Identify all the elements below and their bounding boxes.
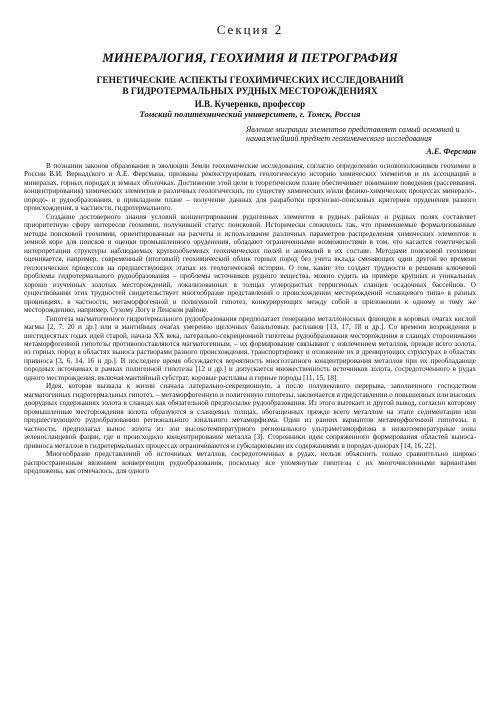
author: И.В. Кучеренко, профессор — [194, 98, 306, 109]
paragraph: В познании законов образования и эволюции Земли геохимические исследования, согласно определению основоположников геохимии в России В.И. Вернадского и А.Е. Ферсмана, призваны реконструировать геологическую историю химических элементов и их ассоциаций в минералах, горных породах и земных оболочках. Достижение этой цели в теоретическом плане обеспечивает понимание поведения (рассеивания, концентрирования) химических элементов в различных геологических, по существу химических и/или физико-химических процессах минерало-, породо- и рудообразования, в прикладном плане – получение данных для разработки прогнозно-поисковых критериев оруденения разного происхождения, в частности, гидротермального. — [24, 161, 476, 213]
paragraph: Гипотеза магматогенного гидротермального рудообразования предполагает генерацию металлоносных флюидов в коровых очагах кислой магмы [2, 7, 20 и др.] или в мантийных очагах умеренно щелочных базальтовых расплавов [13, 17, 18 и др.]. Со времени возрождения в шестидесятых годах идей старой, начала XX века, латерально-секреционной гипотезы рудообразования месторождения в сланцах сторонниками метаморфогенной гипотезы противопоставляются магматогенным, – их формирование связывают с извлечением металлов, прежде всего золота, из горных пород в областях выноса растворами разного происхождения, транспортировку и отложение их в дренирующих структурах в областях привноса [3, 6, 14, 16 и др.]. В последнее время обсуждается вероятность многоэтапного концентрирования металлов при их преобладающе породных источниках в рамках полигенной гипотезы [12 и др.] и допускается множественность источников золота, сосредоточенного в рудах одного месторождения, включая мантийный субстрат, коровые расплавы и горные породы [11, 15, 18]. — [24, 314, 476, 382]
paragraph: Многообразие представлений об источниках металлов, сосредоточенных в рудах, нельзя объяснить только сравнительно широко распространенным явлением конвергенции рудообразования, поскольку все упомянутые гипотезы с их многочисленными вариантами предложены, как отмечалось, для одного — [24, 450, 476, 476]
epigraph-author: А.Е. Ферсман — [426, 146, 476, 156]
section-heading: Секция 2 — [216, 22, 284, 37]
paper-title-line-1: ГЕНЕТИЧЕСКИЕ АСПЕКТЫ ГЕОХИМИЧЕСКИХ ИССЛЕДОВАНИЙ — [96, 76, 404, 86]
paragraph: Идея, которая вызвала к жизни сначала латерально-секреционную, а после полувекового перерыва, заполненного господством магматогенных гидротермальных гипотез, – метаморфогенную и полигенную гипотезы, заключается в представлении о повышенных или высоких доорудных содержаниях золота в сланцах как обязательной предпосылке рудообразования. Из этого вытекает и другой вывод, согласно которому промышленные месторождения золота образуются в сланцевых толщах, обогащенных прежде всего металлом на этапе седиментации или предшествующего рудообразованию регионального зонального метаморфизма. Один из ранних вариантов метаморфогенной гипотезы, в частности, предполагал вынос золота из зон высокотемпературного регионального ультраметаморфизма в низкотемпературные зоны зеленосланцевой фации, где и происходило концентрирование металла [3]. Сторонники идеи сопряженного формирования областей выноса-привноса металлов в гидротермальных процессах ограничиваются и субкларковыми их содержаниями в породах-донорах [14, 16, 22]. — [24, 382, 476, 450]
paper-title-line-2: В ГИДРОТЕРМАЛЬНЫХ РУДНЫХ МЕСТОРОЖДЕНИЯХ — [122, 86, 378, 97]
body-text — [24, 162, 476, 476]
paragraph: Создание достоверного знания условий концентрирования рудогенных элементов в рудных районах и рудных полях составляет приоритетную сферу интересов геохимии, получившей статус поисковой. Исторически сложилось так, что применяемые формализованные методы поисковой геохимии, ориентированные на расчеты и использование различных параметров распределения химических элементов в земной коре для поисков и оценки промышленного оруденения, обладают ограниченными возможностями в том, что касается генетической интерпретации структуры наблюдаемых крупнообъемных геохимических полей и аномалий в их составе. Методами поисковой геохимии оценивается, например, современный (итоговый) геохимический облик горных пород без учета вклада сменяющих один другой во времени геологических процессов на предшествующих этапах их геологической истории. О том, какие это создает трудности в решении ключевой проблемы гидротермального рудообразования – проблемы источников рудного вещества, можно судить на примере крупных и уникальных хорошо изученных золотых месторождений, локализованных в толщах углеродистых терригенных сланцев осадочных бассейнов. О существовании этих трудностей свидетельствует многообразие представлений о происхождении месторождений «сланцевого типа» в разных провинциях, в частности, метаморфогенной и полигенной гипотез, конкурирующих между собой в приложении к одному и тому же месторождению, например, Сухому Логу в Ленском районе. — [24, 212, 476, 315]
affiliation: Томский политехнический университет, г. Томск, Россия — [139, 108, 361, 119]
epigraph: Явление миграции элементов представляет самый основной и наиважнейший предмет геохимического исследования — [246, 124, 460, 144]
section-title: МИНЕРАЛОГИЯ, ГЕОХИМИЯ И ПЕТРОГРАФИЯ — [102, 50, 398, 65]
